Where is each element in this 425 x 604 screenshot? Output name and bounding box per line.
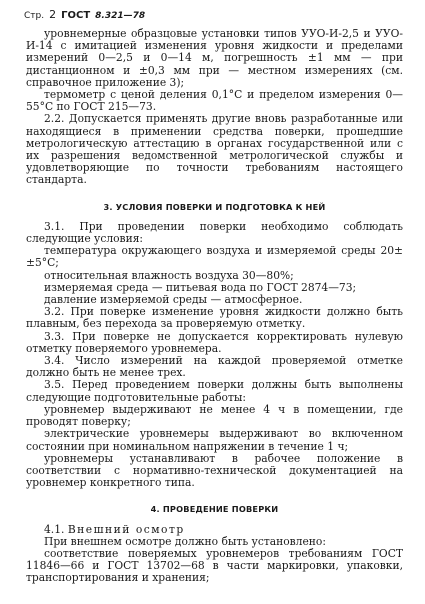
paragraph-hold: уровнемер выдерживают не менее 4 ч в помещении, где проводят поверку; (26, 402, 403, 429)
paragraph-2-2: 2.2. Допускается применять другие вновь разработанные или находящиеся в применении средства поверки, прошедшие метрологическую аттестацию в органах государственной или с их разрешения ведомственной метрологической службы и удовлетворяющие по точности требованиям настоящего стандарта. (26, 112, 403, 187)
paragraph-3-1: 3.1. При проведении поверки необходимо соблюдать следующие условия: (26, 219, 403, 246)
document-body (26, 28, 403, 585)
page-label: Стр. (24, 11, 45, 21)
section-4-title: 4. ПРОВЕДЕНИЕ ПОВЕРКИ (150, 504, 279, 515)
standard-name: ГОСТ (61, 10, 91, 21)
paragraph-3-3: 3.3. При поверке не допускается корректировать нулевую отметку поверяемого уровнемера. (26, 329, 403, 355)
paragraph-conformity: соответствие поверяемых уровнемеров требованиям ГОСТ 11846—66 и ГОСТ 13702—68 в части маркировки, упаковки, транспортирования и хранения; (26, 546, 403, 585)
paragraph-level-installations: уровнемерные образцовые установки типов УУО-И-2,5 и УУО-И-14 с имитацией изменения уровня жидкости и пределами измерений 0—2,5 и 0—14 м, погрешность ±1 мм — при дистанционном и ±0,3 мм при — местном измерениях (см. справочное приложение 3); (26, 27, 403, 89)
paragraph-4-1 (26, 524, 403, 536)
paragraph-4-1-number: 4.1. (44, 522, 65, 536)
standard-code: 8.321—78 (95, 11, 146, 21)
paragraph-4-1-title: Внешний осмотр (67, 522, 185, 536)
paragraph-inspection-intro: При внешнем осмотре должно быть установлено: (44, 534, 326, 548)
paragraph-thermometer: термометр с ценой деления 0,1°С и пределом измерения 0—55°С по ГОСТ 215—73. (26, 88, 403, 114)
page-number: 2 (49, 8, 57, 21)
paragraph-3-4: 3.4. Число измерений на каждой проверяемой отметке должно быть не менее трех. (26, 354, 403, 380)
paragraph-3-5: 3.5. Перед проведением поверки должны быть выполнены следующие подготовительные работы: (26, 378, 403, 404)
paragraph-temperature: температура окружающего воздуха и измеряемой среды 20±±5°С; (26, 244, 403, 270)
section-3-title: 3. УСЛОВИЯ ПОВЕРКИ И ПОДГОТОВКА К НЕЙ (103, 201, 326, 212)
paragraph-electric: электрические уровнемеры выдерживают во включенном состоянии при номинальном напряжении в течение 1 ч; (26, 427, 403, 453)
paragraph-3-2: 3.2. При поверке изменение уровня жидкости должно быть плавным, без перехода за проверяемую отметку. (26, 305, 403, 331)
paragraph-pressure: давление измеряемой среды — атмосферное. (44, 293, 303, 307)
page-header (24, 8, 403, 28)
paragraph-install: уровнемеры устанавливают в рабочее положение в соответствии с нормативно-технической документацией на уровнемер конкретного типа. (26, 451, 403, 490)
paragraph-humidity: относительная влажность воздуха 30—80%; (44, 268, 294, 282)
paragraph-medium: измеряемая среда — питьевая вода по ГОСТ 2874—73; (44, 280, 357, 294)
